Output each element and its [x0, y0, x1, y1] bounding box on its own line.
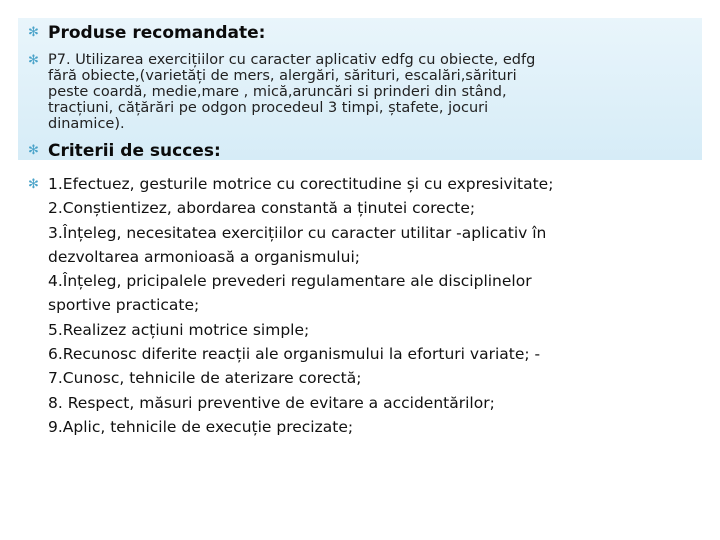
p7-line: peste coardă, medie,mare , mică,aruncări si prinderi din stând, [48, 84, 507, 100]
criteria-line: 5.Realizez acțiuni motrice simple; [48, 320, 310, 339]
bullet-item-criteria [28, 172, 698, 439]
asterisk-bullet-icon: ✻ [28, 53, 39, 68]
p7-line: fără obiecte,(varietăți de mers, alergări, sărituri, escalări,sărituri [48, 68, 517, 84]
asterisk-bullet-icon: ✻ [28, 177, 39, 192]
criteria-line: 7.Cunosc, tehnicile de aterizare corectă; [48, 369, 362, 388]
criteria-line: 3.Înțeleg, necesitatea exercițiilor cu caracter utilitar -aplicativ în [48, 223, 547, 242]
heading-criterii: Criterii de succes: [48, 141, 221, 161]
criteria-line: 8. Respect, măsuri preventive de evitare a accidentărilor; [48, 393, 495, 412]
p7-paragraph [48, 52, 698, 132]
p7-line: dinamice). [48, 116, 125, 132]
p7-line: P7. Utilizarea exercițiilor cu caracter aplicativ edfg cu obiecte, edfg [48, 52, 536, 68]
p7-line: tracțiuni, cățărări pe odgon procedeul 3 timpi, ștafete, jocuri [48, 100, 489, 116]
criteria-list [48, 172, 698, 439]
criteria-line: dezvoltarea armonioasă a organismului; [48, 247, 360, 266]
bullet-item-p7 [28, 52, 698, 132]
heading-produse: Produse recomandate: [48, 23, 266, 43]
criteria-line: 4.Înțeleg, pricipalele prevederi regulamentare ale disciplinelor [48, 272, 532, 291]
bullet-item-heading1 [28, 22, 698, 46]
asterisk-bullet-icon: ✻ [28, 25, 39, 40]
slide-content [28, 22, 698, 439]
criteria-line: 6.Recunosc diferite reacții ale organismului la eforturi variate; - [48, 345, 541, 364]
asterisk-bullet-icon: ✻ [28, 143, 39, 158]
criteria-line: 1.Efectuez, gesturile motrice cu corectitudine și cu expresivitate; [48, 175, 554, 193]
criteria-line: 9.Aplic, tehnicile de execuție precizate; [48, 417, 354, 436]
criteria-line: sportive practicate; [48, 296, 200, 315]
criteria-line: 2.Conștientizez, abordarea constantă a ținutei corecte; [48, 199, 476, 218]
bullet-item-heading2 [28, 140, 698, 164]
